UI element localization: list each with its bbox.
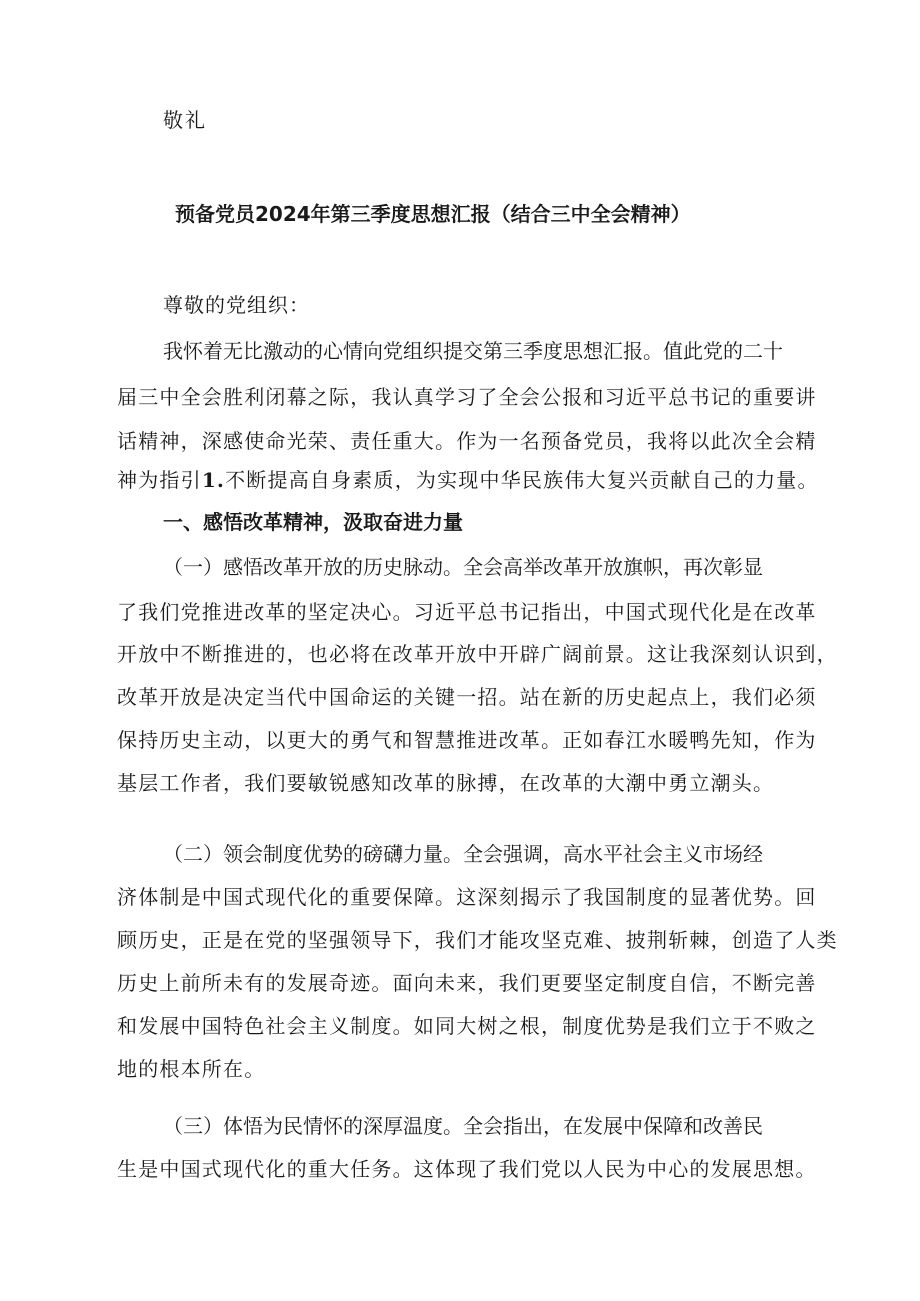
paragraph-line: 开放中不断推进的，也必将在改革开放中开辟广阔前景。这让我深刻认识到， bbox=[117, 642, 838, 666]
paragraph-line: （二）领会制度优势的磅礴力量。全会强调，高水平社会主义市场经 bbox=[163, 842, 763, 866]
paragraph-line: （三）体悟为民情怀的深厚温度。全会指出，在发展中保障和改善民 bbox=[163, 1114, 763, 1138]
list-number: 1. bbox=[201, 468, 226, 492]
paragraph-line: 历史上前所未有的发展奇迹。面向未来，我们更要坚定制度自信，不断完善 bbox=[117, 971, 817, 995]
intro-fragment: 不断提高自身素质，为实现中华民族伟大复兴贡献自己的力量。 bbox=[225, 468, 819, 492]
paragraph-line: 地的根本所在。 bbox=[117, 1057, 266, 1081]
intro-line: 届三中全会胜利闭幕之际，我认真学习了全会公报和习近平总书记的重要讲 bbox=[117, 385, 817, 409]
paragraph-line: 顾历史，正是在党的坚强领导下，我们才能攻坚克难、披荆斩棘，创造了人类 bbox=[117, 928, 838, 952]
section-heading: 一、感悟改革精神，汲取奋进力量 bbox=[163, 510, 463, 534]
intro-line: 话精神，深感使命光荣、责任重大。作为一名预备党员，我将以此次全会精 bbox=[117, 429, 817, 453]
paragraph-line: 和发展中国特色社会主义制度。如同大树之根，制度优势是我们立于不败之 bbox=[117, 1014, 817, 1038]
greeting-line: 尊敬的党组织： bbox=[163, 293, 310, 317]
paragraph-line: 保持历史主动，以更大的勇气和智慧推进改革。正如春江水暖鸭先知，作为 bbox=[117, 728, 817, 752]
paragraph-line: 生是中国式现代化的重大任务。这体现了我们党以人民为中心的发展思想。 bbox=[117, 1157, 817, 1181]
paragraph-line: 改革开放是决定当代中国命运的关键一招。站在新的历史起点上，我们必须 bbox=[117, 685, 817, 709]
intro-fragment: 神为指引 bbox=[117, 468, 202, 492]
intro-line: 我怀着无比激动的心情向党组织提交第三季度思想汇报。值此党的二十 bbox=[163, 339, 783, 363]
intro-line bbox=[117, 468, 837, 492]
document-title: 预备党员2024年第三季度思想汇报（结合三中全会精神） bbox=[175, 202, 691, 226]
paragraph-line: （一）感悟改革开放的历史脉动。全会高举改革开放旗帜，再次彰显 bbox=[163, 555, 763, 579]
closing-salutation: 敬礼 bbox=[163, 108, 207, 132]
paragraph-line: 济体制是中国式现代化的重要保障。这深刻揭示了我国制度的显著优势。回 bbox=[117, 885, 817, 909]
paragraph-line: 基层工作者，我们要敏锐感知改革的脉搏，在改革的大潮中勇立潮头。 bbox=[117, 771, 775, 795]
paragraph-line: 了我们党推进改革的坚定决心。习近平总书记指出，中国式现代化是在改革 bbox=[117, 600, 817, 624]
